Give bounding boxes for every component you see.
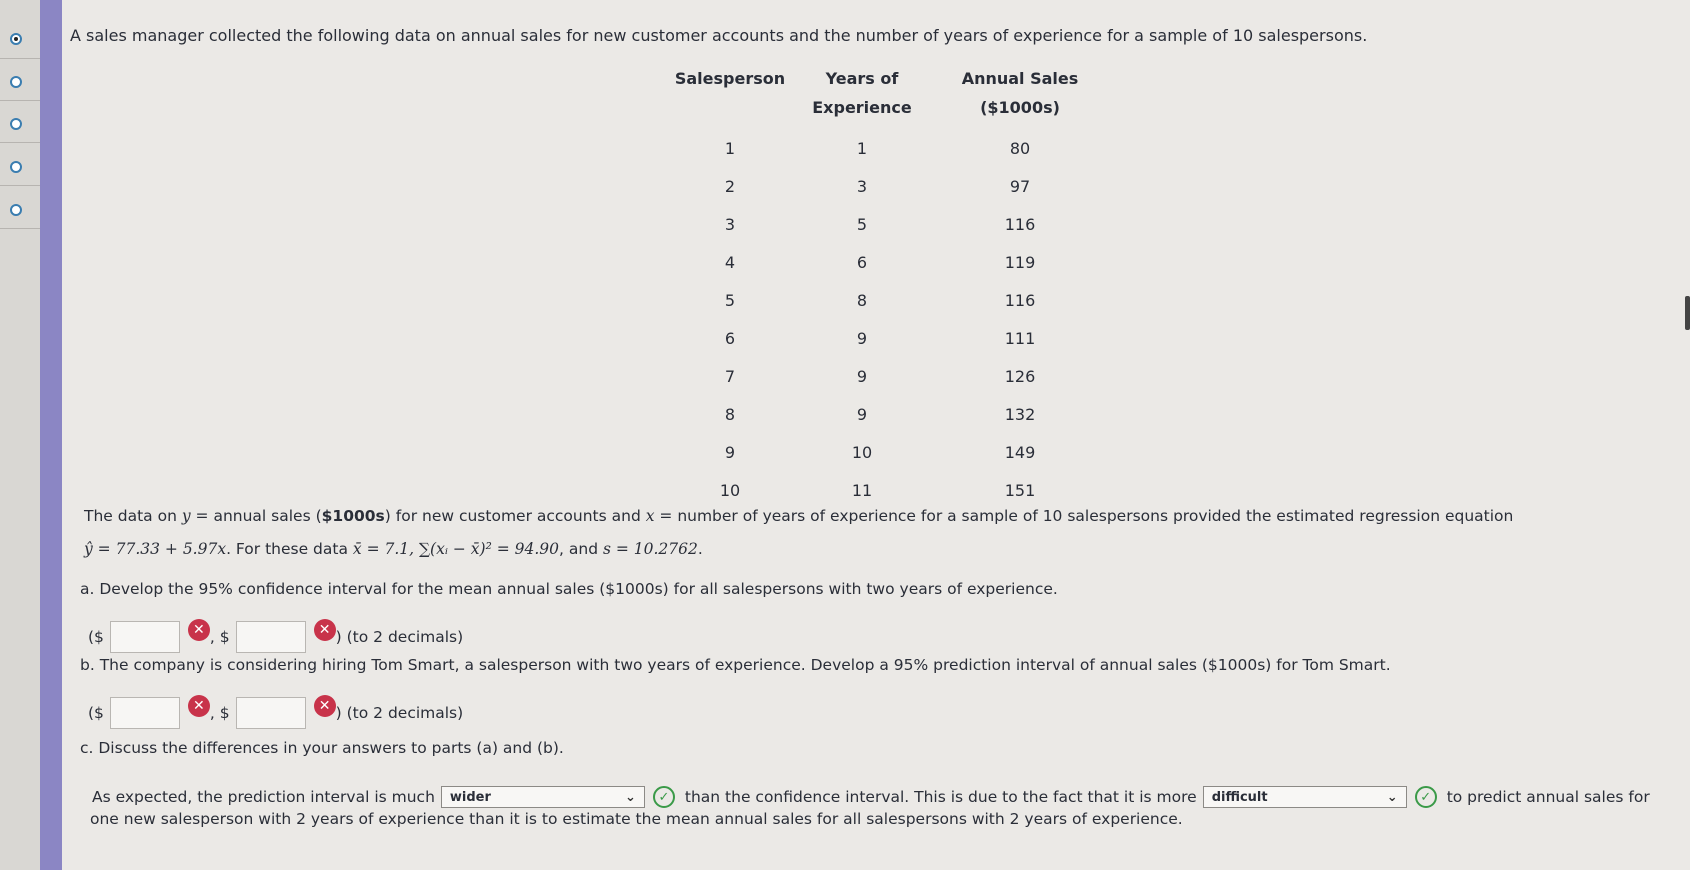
table-cell: 149: [1004, 443, 1036, 462]
part-b-lower-input[interactable]: [110, 697, 180, 729]
table-cell: 6: [856, 253, 868, 272]
check-circle-icon: ✓: [653, 786, 675, 808]
table-cell: 126: [1004, 367, 1036, 386]
question-radio-4[interactable]: [10, 161, 22, 173]
question-radio-2[interactable]: [10, 76, 22, 88]
question-radio-3[interactable]: [10, 118, 22, 130]
x-circle-icon: ✕: [314, 695, 336, 717]
part-b-upper-input[interactable]: [236, 697, 306, 729]
header-salesperson: Salesperson: [674, 69, 786, 88]
part-a-lower-input[interactable]: [110, 621, 180, 653]
table-cell: 8: [724, 405, 736, 424]
table-cell: 10: [719, 481, 741, 500]
part-a-prompt: a. Develop the 95% confidence interval for the mean annual sales ($1000s) for all salespersons with two years of experience.: [80, 580, 1058, 598]
table-cell: 111: [1004, 329, 1036, 348]
table-cell: 1: [856, 139, 868, 158]
table-cell: 1: [724, 139, 736, 158]
table-cell: 9: [724, 443, 736, 462]
table-cell: 151: [1004, 481, 1036, 500]
table-cell: 5: [724, 291, 736, 310]
table-cell: 4: [724, 253, 736, 272]
table-cell: 10: [851, 443, 873, 462]
table-cell: 9: [856, 367, 868, 386]
rail-divider: [0, 142, 40, 143]
x-circle-icon: ✕: [188, 619, 210, 641]
header-annual-sales: Annual Sales ($1000s): [961, 69, 1079, 117]
table-cell: 9: [856, 329, 868, 348]
table-cell: 3: [856, 177, 868, 196]
table-cell: 7: [724, 367, 736, 386]
rail-divider: [0, 100, 40, 101]
table-cell: 6: [724, 329, 736, 348]
question-radio-1[interactable]: [10, 33, 22, 45]
table-cell: 3: [724, 215, 736, 234]
x-circle-icon: ✕: [314, 619, 336, 641]
x-circle-icon: ✕: [188, 695, 210, 717]
table-cell: 119: [1004, 253, 1036, 272]
table-cell: 97: [1009, 177, 1031, 196]
table-cell: 8: [856, 291, 868, 310]
table-cell: 9: [856, 405, 868, 424]
rail-divider: [0, 228, 40, 229]
header-experience: Years of Experience: [812, 69, 912, 117]
table-cell: 116: [1004, 291, 1036, 310]
question-nav-rail: [0, 0, 40, 870]
table-cell: 11: [851, 481, 873, 500]
question-radio-5[interactable]: [10, 204, 22, 216]
table-cell: 2: [724, 177, 736, 196]
chevron-down-icon: ⌄: [1386, 789, 1398, 805]
table-cell: 116: [1004, 215, 1036, 234]
part-a-upper-input[interactable]: [236, 621, 306, 653]
part-c-answer-line: As expected, the prediction interval is much wider ⌄ ✓ than the confidence interval. This is due to the fact that it is more difficult ⌄ ✓ to predict annual sales for: [92, 788, 1650, 806]
part-c-answer-line-2: one new salesperson with 2 years of experience than it is to estimate the mean annual sales for all salespersons with 2 years of experience.: [90, 810, 1183, 828]
regression-equation-line: ŷ = 77.33 + 5.97x. For these data x̄ = 7.1, ∑(xᵢ − x̄)² = 94.90, and s = 10.2762.: [84, 540, 703, 558]
accent-bar: [40, 0, 62, 870]
part-c-prompt: c. Discuss the differences in your answers to parts (a) and (b).: [80, 739, 564, 757]
part-a-answer-row: ($ ✕ , $ ✕ ) (to 2 decimals): [88, 618, 463, 656]
difficult-easy-select[interactable]: difficult ⌄: [1203, 786, 1407, 808]
rail-divider: [0, 185, 40, 186]
table-cell: 80: [1009, 139, 1031, 158]
table-cell: 132: [1004, 405, 1036, 424]
part-b-answer-row: ($ ✕ , $ ✕ ) (to 2 decimals): [88, 694, 463, 732]
wider-narrower-select[interactable]: wider ⌄: [441, 786, 645, 808]
rail-divider: [0, 58, 40, 59]
regression-equation: ŷ = 77.33 + 5.97x: [84, 540, 227, 558]
table-cell: 5: [856, 215, 868, 234]
question-intro: A sales manager collected the following data on annual sales for new customer accounts and the number of years of experience for a sample of 10 salespersons.: [70, 26, 1368, 45]
scrollbar-thumb[interactable]: [1685, 296, 1690, 330]
regression-description: The data on y = annual sales ($1000s) for new customer accounts and x = number of years of experience for a sample of 10 salespersons provided the estimated regression equation: [84, 507, 1514, 525]
check-circle-icon: ✓: [1415, 786, 1437, 808]
part-b-prompt: b. The company is considering hiring Tom Smart, a salesperson with two years of experience. Develop a 95% prediction interval of annual sales ($1000s) for Tom Smart.: [80, 656, 1391, 674]
chevron-down-icon: ⌄: [625, 789, 636, 805]
